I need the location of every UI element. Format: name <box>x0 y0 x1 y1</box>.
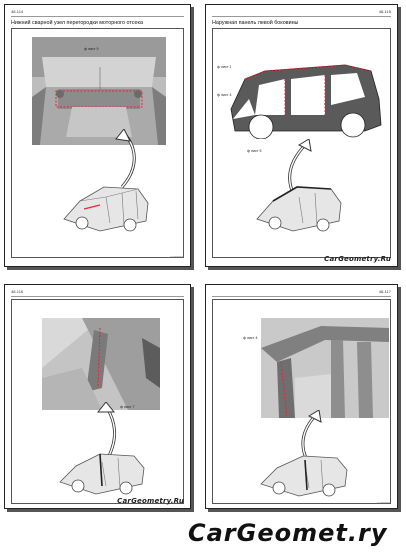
page-header <box>11 9 184 15</box>
header-rule <box>212 296 391 297</box>
b-pillar-photo <box>261 318 389 418</box>
illustration-frame <box>212 28 391 258</box>
figure-code: AA000000 <box>376 501 391 505</box>
manual-page-4 <box>205 284 398 509</box>
page-title: Нижний сварной узел перегородки моторного отсека <box>11 20 143 26</box>
callout-label: ф лист 4 <box>243 336 258 340</box>
page-number: 48-115 <box>378 9 391 14</box>
callout-label: ф лист 9 <box>84 47 99 51</box>
page-number: 48-114 <box>11 9 24 14</box>
manual-page-2 <box>205 4 398 267</box>
body-shell-diagram <box>56 446 148 498</box>
callout-label-3: ф лист 5 <box>247 149 262 153</box>
body-shell-diagram <box>253 179 345 239</box>
page-header <box>212 9 391 15</box>
manual-page-1 <box>4 4 191 267</box>
pillar-photo <box>42 318 160 410</box>
callout-label: ф лист 7 <box>120 405 135 409</box>
illustration-frame <box>11 28 184 258</box>
site-watermark: CarGeometry.Ru <box>117 497 184 505</box>
side-panel-diagram <box>225 49 385 139</box>
manual-page-3 <box>4 284 191 509</box>
illustration-frame <box>212 299 391 504</box>
body-shell-diagram <box>60 179 152 237</box>
page-number: 48-116 <box>11 289 24 294</box>
header-rule <box>212 16 391 17</box>
page-header <box>11 289 184 295</box>
page-title: Наружная панель левой боковины <box>212 20 299 26</box>
page-number: 48-117 <box>378 289 391 294</box>
illustration-frame <box>11 299 184 504</box>
header-rule <box>11 296 184 297</box>
page-header <box>212 289 391 295</box>
figure-code: AA000000 <box>169 255 184 259</box>
callout-label-1: ф лист 1 <box>217 65 232 69</box>
firewall-photo <box>32 37 166 145</box>
callout-label-2: ф лист 4 <box>217 93 232 97</box>
header-rule <box>11 16 184 17</box>
site-watermark-large: CarGeomet.ry <box>188 519 388 547</box>
site-watermark: CarGeometry.Ru <box>324 255 391 263</box>
body-shell-diagram <box>257 448 353 500</box>
